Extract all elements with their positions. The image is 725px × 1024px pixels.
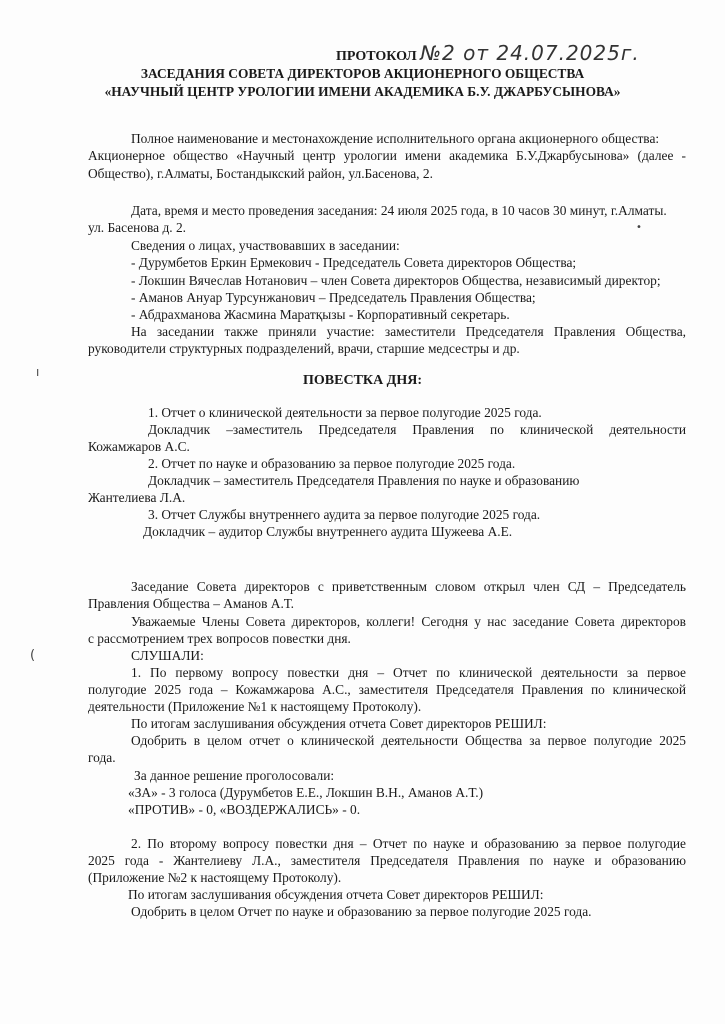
agenda-speaker: Докладчик – аудитор Службы внутреннего аудита Шужеева А.Е. [143,524,513,539]
greeting-line: Уважаемые Члены Совета директоров, коллеги! Сегодня у нас заседание Совета директоров [131,614,686,629]
greeting-line: с рассмотрением трех вопросов повестки дня. [88,631,351,646]
vote-heading: За данное решение проголосовали: [134,768,335,783]
protocol-label: ПРОТОКОЛ [336,49,417,64]
agenda-speaker-name: Жантелиева Л.А. [88,490,186,505]
title-line-2: «НАУЧНЫЙ ЦЕНТР УРОЛОГИИ ИМЕНИ АКАДЕМИКА Б.У. ДЖАРБУСЫНОВА» [104,84,621,99]
margin-mark: ( [30,648,36,663]
participants-heading: Сведения о лицах, участвовавших в заседании: [131,238,400,253]
decision-text: года. [88,750,116,765]
decision-text: Одобрить в целом Отчет по науке и образованию за первое полугодие 2025 года. [131,904,592,919]
question2-line: 2025 года - Жантелиеву Л.А., заместителя Председателя Правления по науке и образованию [88,853,686,868]
agenda-item: 3. Отчет Службы внутреннего аудита за первое полугодие 2025 года. [148,507,541,522]
intro-line: Полное наименование и местонахождение исполнительного органа акционерного общества: [131,131,660,146]
protocol-heading [336,41,640,65]
meeting-place-line: ул. Басенова д. 2. [88,220,187,235]
question1-line: полугодие 2025 года – Кожамжарова А.С., заместителя Председателя Правления по клинической [88,682,686,697]
participant-item: - Локшин Вячеслав Нотанович – член Совета директоров Общества, независимый директор; [131,273,661,288]
attendees-line: руководители структурных подразделений, врачи, старшие медсестры и др. [88,341,520,356]
question2-line: 2. По второму вопросу повестки дня – Отчет по науке и образованию за первое полугодие [131,836,686,851]
vote-against-abstain: «ПРОТИВ» - 0, «ВОЗДЕРЖАЛИСЬ» - 0. [128,802,361,817]
title-line-1: ЗАСЕДАНИЯ СОВЕТА ДИРЕКТОРОВ АКЦИОНЕРНОГО ОБЩЕСТВА [140,66,585,81]
intro-line: Акционерное общество «Научный центр урологии имени академика Б.У.Джарбусынова» (далее - [88,148,686,163]
decision-line: По итогам заслушивания обсуждения отчета Совет директоров РЕШИЛ: [131,716,547,731]
participant-item: - Абдрахманова Жасмина Маратқызы - Корпоративный секретарь. [131,307,510,322]
decision-text: Одобрить в целом отчет о клинической деятельности Общества за первое полугодие 2025 [131,733,686,748]
meeting-datetime-line: Дата, время и место проведения заседания: 24 июля 2025 года, в 10 часов 30 минут, г.Алматы. [131,203,667,218]
agenda-speaker: Докладчик –заместитель Председателя Правления по клинической деятельности [148,422,686,437]
agenda-item: 2. Отчет по науке и образованию за первое полугодие 2025 года. [148,456,516,471]
intro-line: Общество), г.Алматы, Бостандыкский район, ул.Басенова, 2. [88,166,433,181]
decision-line: По итогам заслушивания обсуждения отчета Совет директоров РЕШИЛ: [128,887,544,902]
handwritten-protocol-number-date: №2 от 24.07.2025г. [420,41,640,65]
agenda-speaker: Докладчик – заместитель Председателя Правления по науке и образованию [148,473,580,488]
vote-for: «ЗА» - 3 голоса (Дурумбетов Е.Е., Локшин В.Н., Аманов А.Т.) [128,785,484,800]
agenda-heading: ПОВЕСТКА ДНЯ: [303,373,422,388]
agenda-speaker-name: Кожамжаров А.С. [88,439,190,454]
question1-line: деятельности (Приложение №1 к настоящему Протоколу). [88,699,422,714]
speck-mark: • [636,222,642,233]
participant-item: - Дурумбетов Еркин Ермекович - Председатель Совета директоров Общества; [131,255,577,270]
opening-line: Правления Общества – Аманов А.Т. [88,596,294,611]
participant-item: - Аманов Ануар Турсунжанович – Председатель Правления Общества; [131,290,536,305]
attendees-line: На заседании также приняли участие: заместители Председателя Правления Общества, [131,324,686,339]
agenda-item: 1. Отчет о клинической деятельности за первое полугодие 2025 года. [148,405,542,420]
margin-mark: ı [36,365,40,379]
question2-line: (Приложение №2 к настоящему Протоколу). [88,870,342,885]
heard-heading: СЛУШАЛИ: [131,648,204,663]
opening-line: Заседание Совета директоров с приветственным словом открыл член СД – Председатель [131,579,686,594]
question1-line: 1. По первому вопросу повестки дня – Отчет по клинической деятельности за первое [131,665,686,680]
